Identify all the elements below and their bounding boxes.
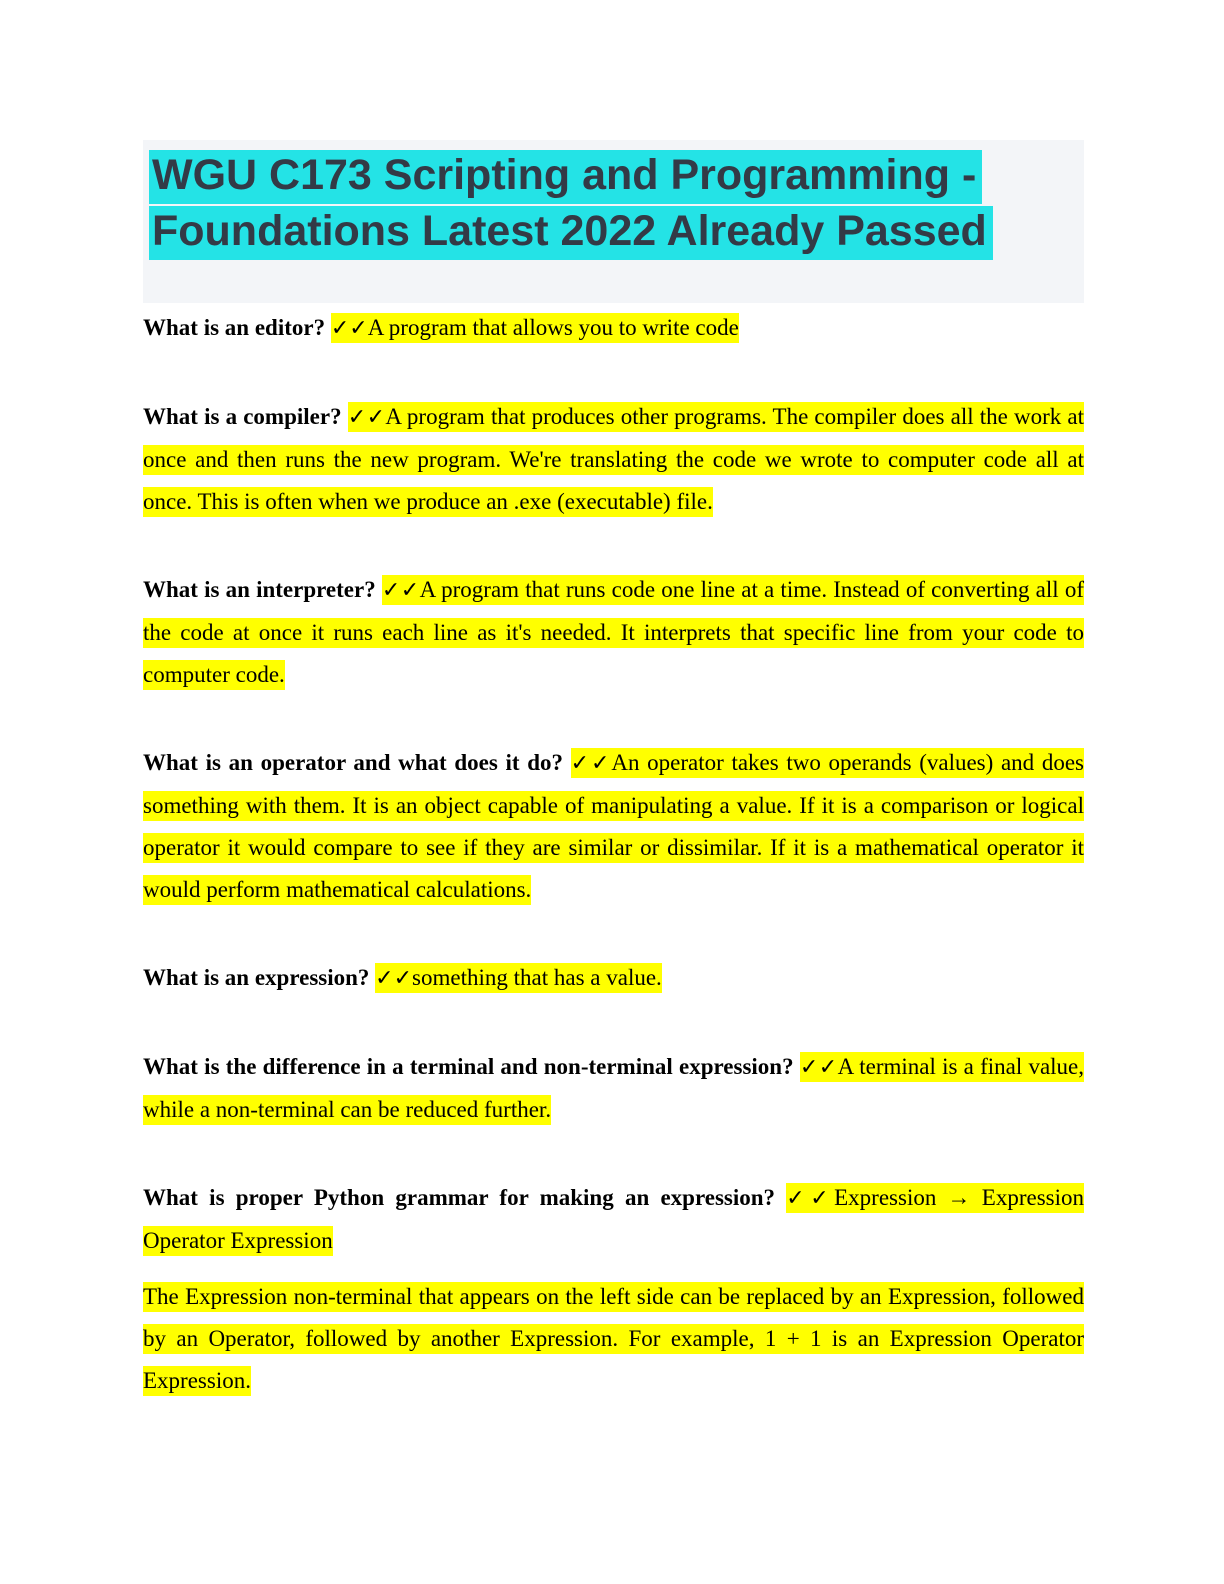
qa-list bbox=[143, 307, 1084, 1402]
question-text: What is an operator and what does it do? bbox=[143, 750, 563, 775]
answer-text: A program that produces other programs. The compiler does all the work at once and then runs the new program. We're translating the code we wrote to computer code all at once. This is often when we produce an .exe (executable) file. bbox=[143, 404, 1085, 514]
answer-text: A program that allows you to write code bbox=[367, 315, 739, 340]
qa-item-python-grammar bbox=[143, 1177, 1084, 1262]
qa-item-python-grammar-note bbox=[143, 1276, 1084, 1402]
page-content bbox=[143, 140, 1084, 1402]
page-title bbox=[149, 147, 1084, 259]
qa-item-expression bbox=[143, 957, 1084, 1000]
question-text: What is proper Python grammar for making an expression? bbox=[143, 1185, 776, 1210]
qa-item-compiler bbox=[143, 396, 1084, 523]
qa-item-editor bbox=[143, 307, 1084, 350]
qa-item-operator bbox=[143, 742, 1084, 911]
question-text: What is a compiler? bbox=[143, 404, 342, 429]
answer-highlight bbox=[143, 1282, 1084, 1396]
answer-highlight bbox=[375, 963, 662, 993]
answer-text: A terminal is a final value, while a non-terminal can be reduced further. bbox=[143, 1054, 1085, 1122]
checkmark-icon: ✓✓ bbox=[375, 966, 413, 991]
question-text: What is an expression? bbox=[143, 965, 370, 990]
title-highlight: WGU C173 Scripting and Programming - Foundations Latest 2022 Already Passed bbox=[149, 150, 993, 260]
checkmark-icon: ✓✓ bbox=[570, 751, 612, 776]
question-text: What is an interpreter? bbox=[143, 577, 376, 602]
title-banner bbox=[143, 140, 1084, 303]
checkmark-icon: ✓✓ bbox=[799, 1055, 838, 1080]
checkmark-icon: ✓✓ bbox=[330, 316, 368, 341]
answer-text: A program that runs code one line at a time. Instead of converting all of the code at once it runs each line as it's needed. It interprets that specific line from your code to computer code. bbox=[143, 577, 1084, 687]
question-text: What is the difference in a terminal and non-terminal expression? bbox=[143, 1054, 794, 1079]
answer-note-text: The Expression non-terminal that appears on the left side can be replaced by an Expression, followed by an Operator, followed by another Expression. For example, 1 + 1 is an Expression Operator Expression. bbox=[143, 1284, 1084, 1393]
checkmark-icon: ✓✓ bbox=[786, 1186, 835, 1211]
qa-item-interpreter bbox=[143, 569, 1084, 696]
answer-text: something that has a value. bbox=[412, 965, 662, 990]
answer-highlight bbox=[331, 313, 739, 343]
answer-text: An operator takes two operands (values) and does something with them. It is an object capable of manipulating a value. If it is a comparison or logical operator it would compare to see if they are similar or dissimilar. If it is a mathematical operator it would perform mathematical calculations. bbox=[143, 750, 1084, 902]
checkmark-icon: ✓✓ bbox=[381, 578, 420, 603]
answer-text: Expression → Expression Operator Expression bbox=[143, 1185, 1084, 1253]
question-text: What is an editor? bbox=[143, 315, 326, 340]
checkmark-icon: ✓✓ bbox=[347, 405, 386, 430]
qa-item-terminal bbox=[143, 1046, 1084, 1131]
